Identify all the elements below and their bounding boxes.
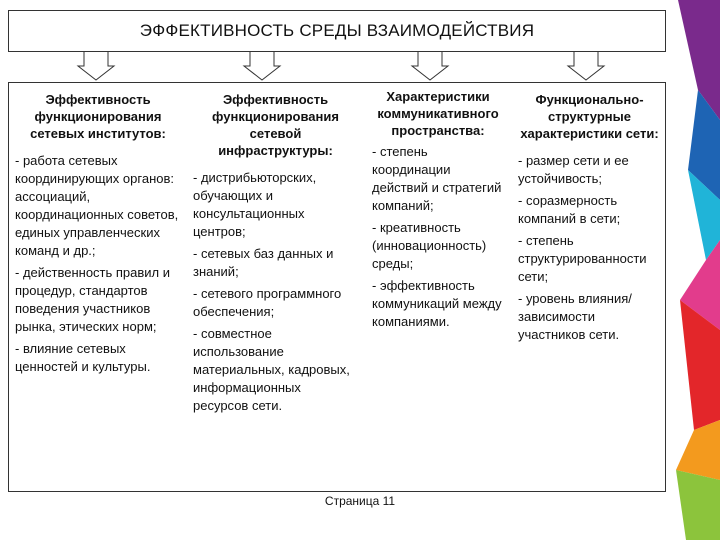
list-item: - уровень влияния/ зависимости участников сети.: [518, 291, 632, 342]
column-heading: Эффективность функционирования сетевых институтов:: [30, 92, 166, 141]
arrow-down-icon: [244, 52, 280, 80]
column-structural-characteristics: [512, 83, 667, 491]
arrow-down-icon: [568, 52, 604, 80]
column-heading: Характеристики коммуникативного пространства:: [377, 89, 499, 138]
list-item: - эффективность коммуникаций между компаниями.: [372, 278, 502, 329]
content-table: [8, 82, 666, 492]
arrow-down-icon: [78, 52, 114, 80]
list-item: - работа сетевых координирующих органов: ассоциаций, координационных советов, единых управленческих команд и др.;: [15, 153, 179, 258]
connector-arrows: [0, 52, 672, 82]
column-network-institutions: [9, 83, 187, 491]
list-item: - совместное использование материальных, кадровых, информационных ресурсов сети.: [193, 326, 350, 413]
list-item: - степень структурированности сети;: [518, 233, 647, 284]
page-number: Страница 11: [324, 494, 396, 508]
list-item: - сетевых баз данных и знаний;: [193, 246, 334, 279]
list-item: - соразмерность компаний в сети;: [518, 193, 621, 226]
column-heading: Функционально-структурные характеристики сети:: [520, 92, 659, 141]
list-item: - сетевого программного обеспечения;: [193, 286, 342, 319]
deco-shape: [676, 470, 720, 540]
list-item: - действенность правил и процедур, стандартов поведения участников рынка, этических норм;: [15, 265, 171, 334]
column-communicative-space: [364, 83, 512, 491]
column-network-infrastructure: [187, 83, 364, 491]
list-item: - степень координации действий и стратегий компаний;: [372, 144, 502, 213]
column-heading: Эффективность функционирования сетевой инфраструктуры:: [212, 92, 339, 158]
deco-shape: [676, 420, 720, 480]
list-item: - влияние сетевых ценностей и культуры.: [15, 341, 151, 374]
page-title: ЭФФЕКТИВНОСТЬ СРЕДЫ ВЗАИМОДЕЙСТВИЯ: [139, 21, 535, 40]
arrow-down-icon: [412, 52, 448, 80]
list-item: - креативность (инновационность) среды;: [372, 220, 487, 271]
title-box: [8, 10, 666, 52]
list-item: - дистрибьюторских, обучающих и консультационных центров;: [193, 170, 317, 239]
list-item: - размер сети и ее устойчивость;: [518, 153, 629, 186]
decorative-stripe: [668, 0, 720, 540]
